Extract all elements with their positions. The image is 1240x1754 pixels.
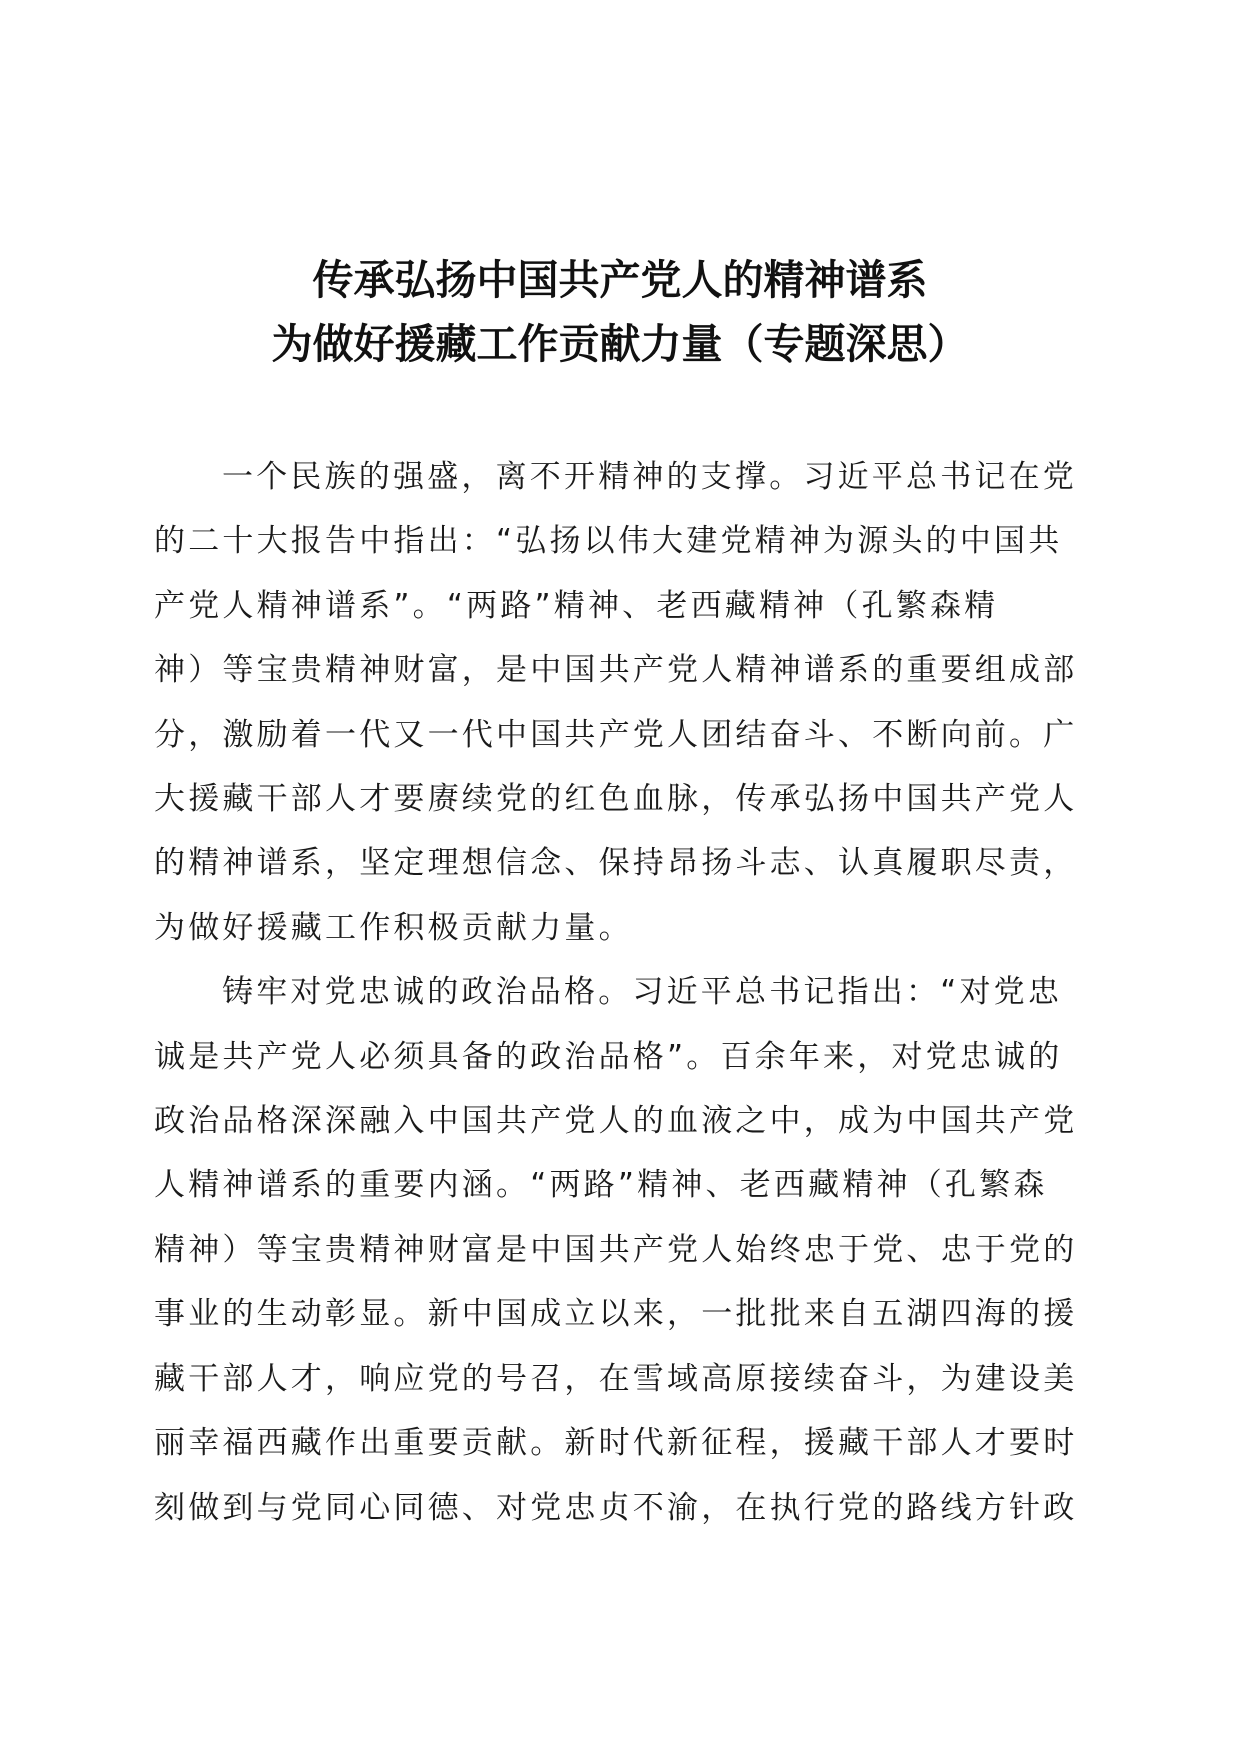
paragraph-line: 的二十大报告中指出：“弘扬以伟大建党精神为源头的中国共 <box>154 523 1063 560</box>
paragraph-2 <box>154 960 1088 1540</box>
document-title <box>0 248 1240 376</box>
paragraph-line: 藏干部人才，响应党的号召，在雪域高原接续奋斗，为建设美 <box>154 1360 1078 1397</box>
paragraph-line: 的精神谱系，坚定理想信念、保持昂扬斗志、认真履职尽责， <box>154 845 1078 882</box>
paragraph-line: 刻做到与党同心同德、对党忠贞不渝，在执行党的路线方针政 <box>154 1489 1078 1526</box>
paragraph-line: 诚是共产党人必须具备的政治品格”。百余年来，对党忠诚的 <box>154 1038 1063 1075</box>
document-body <box>154 445 1088 1540</box>
paragraph-line: 神）等宝贵精神财富，是中国共产党人精神谱系的重要组成部 <box>154 652 1078 689</box>
paragraph-line: 为做好援藏工作积极贡献力量。 <box>154 909 633 946</box>
paragraph-line: 一个民族的强盛，离不开精神的支撑。习近平总书记在党 <box>222 459 1077 495</box>
title-line-2: 为做好援藏工作贡献力量（专题深思） <box>271 320 969 368</box>
paragraph-line: 精神）等宝贵精神财富是中国共产党人始终忠于党、忠于党的 <box>154 1231 1078 1268</box>
paragraph-line: 丽幸福西藏作出重要贡献。新时代新征程，援藏干部人才要时 <box>154 1425 1078 1462</box>
paragraph-line: 人精神谱系的重要内涵。“两路”精神、老西藏精神（孔繁森 <box>154 1167 1048 1204</box>
paragraph-line: 政治品格深深融入中国共产党人的血液之中，成为中国共产党 <box>154 1103 1078 1140</box>
paragraph-line: 产党人精神谱系”。“两路”精神、老西藏精神（孔繁森精 <box>154 587 999 624</box>
title-line-1: 传承弘扬中国共产党人的精神谱系 <box>312 256 928 304</box>
paragraph-line: 事业的生动彰显。新中国成立以来，一批批来自五湖四海的援 <box>154 1296 1078 1333</box>
paragraph-1 <box>154 445 1088 960</box>
paragraph-line: 铸牢对党忠诚的政治品格。习近平总书记指出：“对党忠 <box>222 974 1063 1011</box>
paragraph-line: 大援藏干部人才要赓续党的红色血脉，传承弘扬中国共产党人 <box>154 781 1078 818</box>
paragraph-line: 分，激励着一代又一代中国共产党人团结奋斗、不断向前。广 <box>154 716 1078 753</box>
